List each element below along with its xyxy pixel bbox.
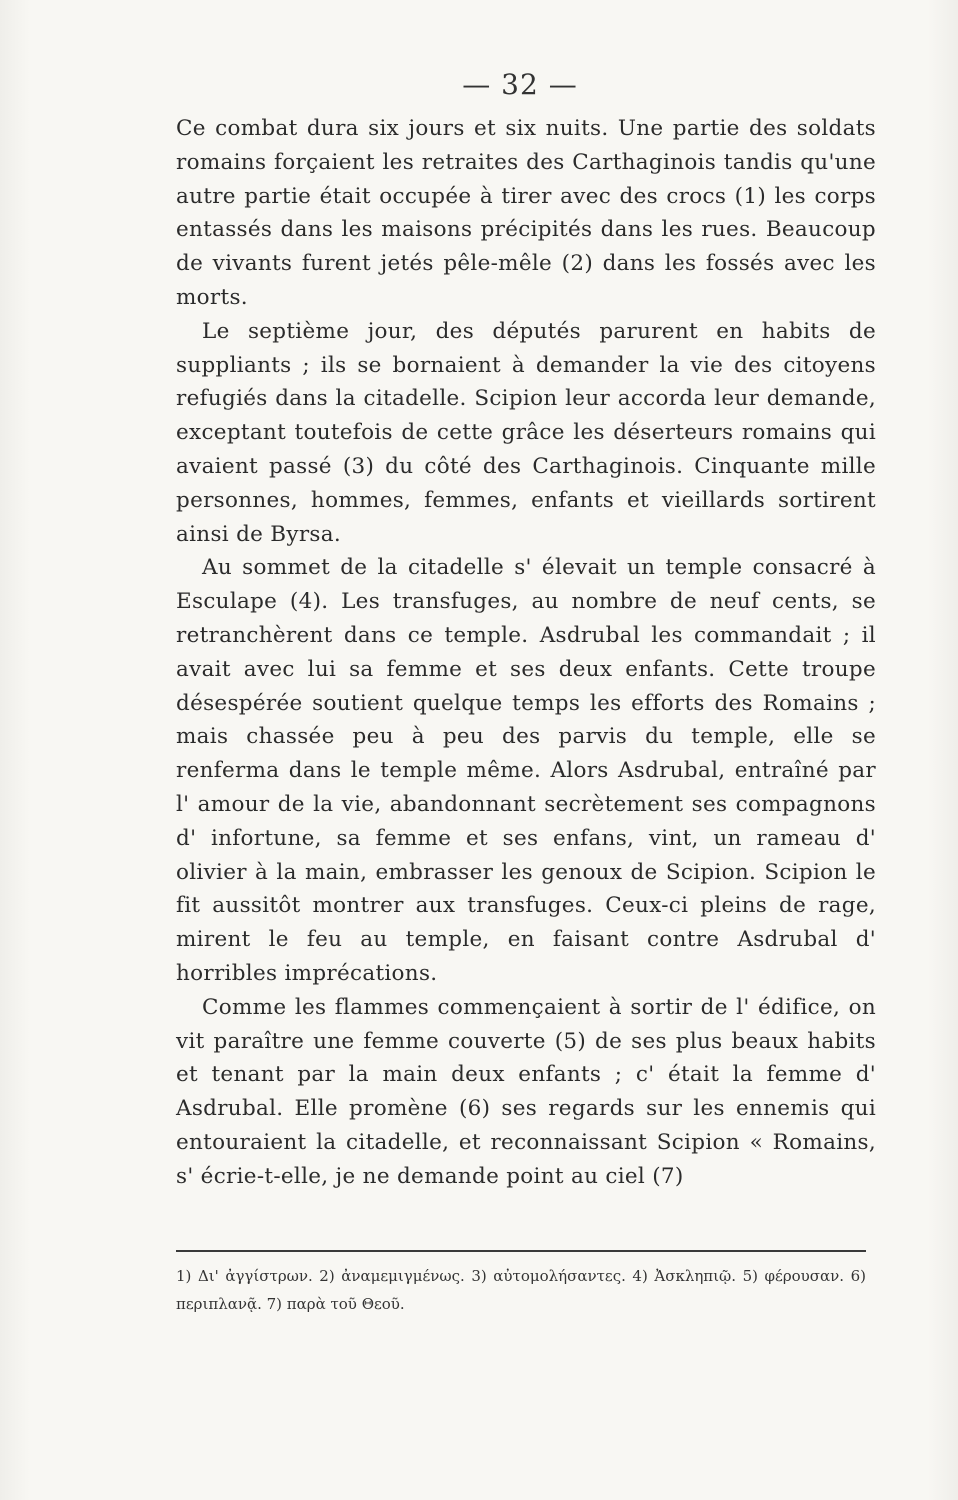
footnotes: 1) Δι' ἀγγίστρων. 2) ἀναμεμιγμένως. 3) αὐτομολήσαντες. 4) Ἀσκληπιῷ. 5) φέρουσαν. 6) περιπλανᾷ. 7) παρὰ τοῦ Θεοῦ. (176, 1267, 866, 1313)
paragraph-2: Le septième jour, des députés parurent en habits de suppliants ; ils se bornaient à demander la vie des citoyens refugiés dans la citadelle. Scipion leur accorda leur demande, exceptant toutefois de cette grâce les déserteurs romains qui avaient passé (3) du côté des Carthaginois. Cinquante mille personnes, hommes, femmes, enfants et vieillards sortirent ainsi de Byrsa. (176, 318, 876, 547)
paragraph-1: Ce combat dura six jours et six nuits. Une partie des soldats romains forçaient les retraites des Carthaginois tandis qu'une autre partie était occupée à tirer avec des crocs (1) les corps entassés dans les maisons précipités dans les rues. Beaucoup de vivants furent jetés pêle-mêle (2) dans les fossés avec les morts. (176, 116, 876, 310)
paragraph-3: Au sommet de la citadelle s' élevait un temple consacré à Esculape (4). Les transfuges, au nombre de neuf cents, se retranchèrent dans ce temple. Asdrubal les commandait ; il avait avec lui sa femme et ses deux enfants. Cette troupe désespérée soutient quelque temps les efforts des Romains ; mais chassée peu à peu des parvis du temple, elle se renferma dans le temple même. Alors Asdrubal, entraîné par l' amour de la vie, abandonnant secrètement ses compagnons d' infortune, sa femme et ses enfans, vint, un rameau d' olivier à la main, embrasser les genoux de Scipion. Scipion le fit aussitôt montrer aux transfuges. Ceux-ci pleins de rage, mirent le feu au temple, en faisant contre Asdrubal d' horribles imprécations. (176, 555, 876, 986)
body-text (176, 112, 876, 1194)
footnote-divider (176, 1250, 866, 1252)
paragraph-4: Comme les flammes commençaient à sortir de l' édifice, on vit paraître une femme couverte (5) de ses plus beaux habits et tenant par la main deux enfants ; c' était la femme d' Asdrubal. Elle promène (6) ses regards sur les ennemis qui entouraient la citadelle, et reconnaissant Scipion « Romains, s' écrie-t-elle, je ne demande point au ciel (7) (176, 994, 876, 1189)
page-number: — 32 — (462, 68, 578, 101)
